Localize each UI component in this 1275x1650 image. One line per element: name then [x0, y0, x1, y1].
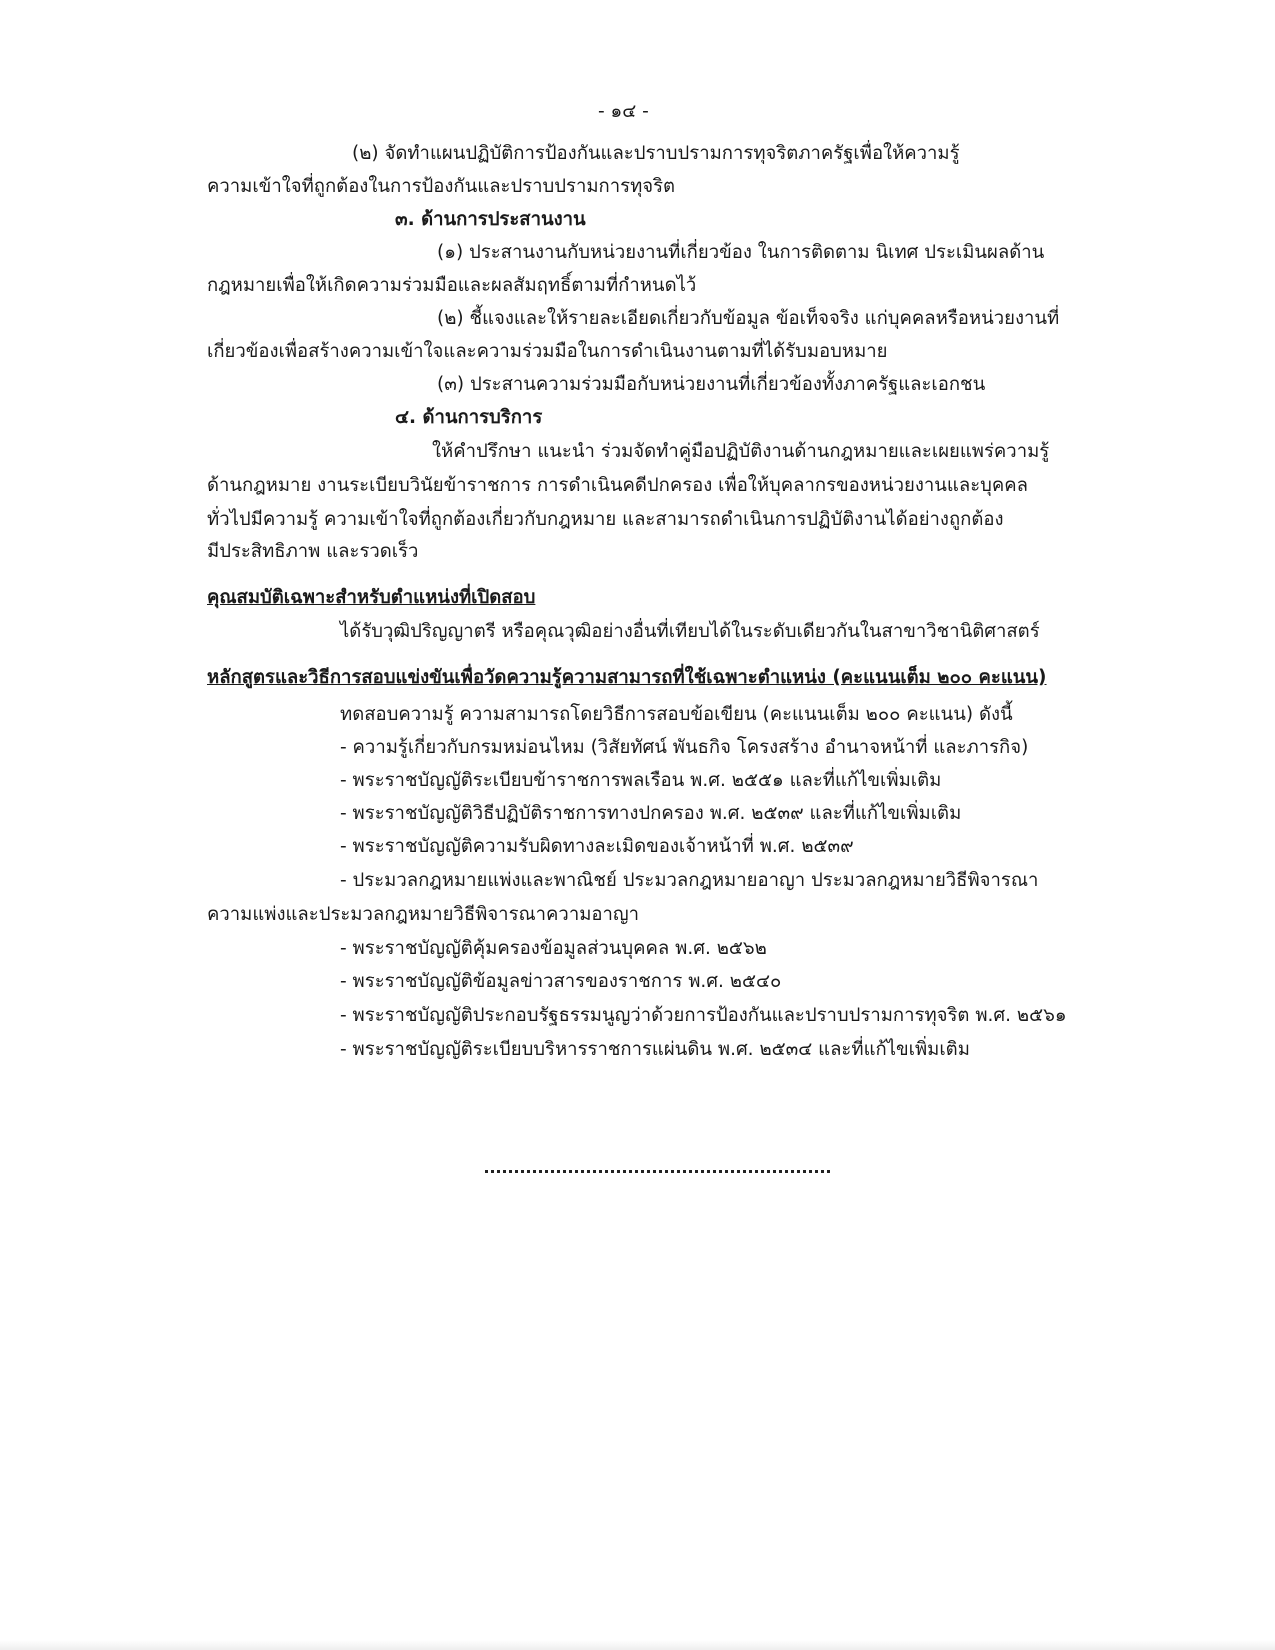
qualifications-heading: คุณสมบัติเฉพาะสำหรับตำแหน่งที่เปิดสอบ — [207, 587, 536, 608]
list-item: - พระราชบัญญัติระเบียบข้าราชการพลเรือน พ.ศ. ๒๕๕๑ และที่แก้ไขเพิ่มเติม — [340, 770, 942, 791]
list-item: - ประมวลกฎหมายแพ่งและพาณิชย์ ประมวลกฎหมายอาญา ประมวลกฎหมายวิธีพิจารณา — [340, 870, 1039, 891]
list-item: - ความรู้เกี่ยวกับกรมหม่อนไหม (วิสัยทัศน์ พันธกิจ โครงสร้าง อำนาจหน้าที่ และภารกิจ) — [340, 737, 1029, 758]
paragraph-line: (๑) ประสานงานกับหน่วยงานที่เกี่ยวข้อง ในการติดตาม นิเทศ ประเมินผลด้าน — [437, 242, 1045, 263]
section-heading-coordination: ๓. ด้านการประสานงาน — [395, 209, 586, 230]
paragraph-line: (๒) จัดทำแผนปฏิบัติการป้องกันและปราบปรามการทุจริตภาครัฐเพื่อให้ความรู้ — [352, 143, 960, 164]
paragraph-line: ความเข้าใจที่ถูกต้องในการป้องกันและปราบปรามการทุจริต — [207, 176, 676, 197]
paragraph-line: มีประสิทธิภาพ และรวดเร็ว — [207, 541, 419, 562]
list-item: - พระราชบัญญัติคุ้มครองข้อมูลส่วนบุคคล พ.ศ. ๒๕๖๒ — [340, 938, 767, 959]
exam-intro: ทดสอบความรู้ ความสามารถโดยวิธีการสอบข้อเขียน (คะแนนเต็ม ๒๐๐ คะแนน) ดังนี้ — [340, 704, 1013, 725]
dotted-end-divider — [485, 1170, 830, 1173]
qualifications-text: ได้รับวุฒิปริญญาตรี หรือคุณวุฒิอย่างอื่นที่เทียบได้ในระดับเดียวกันในสาขาวิชานิติศาสตร์ — [340, 621, 1040, 642]
section-heading-service: ๔. ด้านการบริการ — [395, 407, 543, 428]
paragraph-line: (๓) ประสานความร่วมมือกับหน่วยงานที่เกี่ยวข้องทั้งภาครัฐและเอกชน — [437, 374, 986, 395]
page-number: - ๑๔ - — [598, 101, 649, 122]
paragraph-line: (๒) ชี้แจงและให้รายละเอียดเกี่ยวกับข้อมูล ข้อเท็จจริง แก่บุคคลหรือหน่วยงานที่ — [437, 308, 1060, 329]
paragraph-line: เกี่ยวข้องเพื่อสร้างความเข้าใจและความร่วมมือในการดำเนินงานตามที่ได้รับมอบหมาย — [207, 341, 888, 362]
scan-edge — [0, 1640, 1275, 1650]
exam-syllabus-heading: หลักสูตรและวิธีการสอบแข่งขันเพื่อวัดความรู้ความสามารถที่ใช้เฉพาะตำแหน่ง (คะแนนเต็ม ๒๐๐ คะแนน) — [207, 667, 1047, 688]
paragraph-line: ทั่วไปมีความรู้ ความเข้าใจที่ถูกต้องเกี่ยวกับกฎหมาย และสามารถดำเนินการปฏิบัติงานได้อย่างถูกต้อง — [207, 509, 1004, 530]
list-item: - พระราชบัญญัติระเบียบบริหารราชการแผ่นดิน พ.ศ. ๒๕๓๔ และที่แก้ไขเพิ่มเติม — [340, 1039, 970, 1060]
paragraph-line: ด้านกฎหมาย งานระเบียบวินัยข้าราชการ การดำเนินคดีปกครอง เพื่อให้บุคลากรของหน่วยงานและบุคคล — [207, 475, 1028, 496]
list-item: - พระราชบัญญัติประกอบรัฐธรรมนูญว่าด้วยการป้องกันและปราบปรามการทุจริต พ.ศ. ๒๕๖๑ — [340, 1005, 1067, 1026]
list-item: - พระราชบัญญัติความรับผิดทางละเมิดของเจ้าหน้าที่ พ.ศ. ๒๕๓๙ — [340, 836, 854, 857]
list-item-continuation: ความแพ่งและประมวลกฎหมายวิธีพิจารณาความอาญา — [207, 904, 640, 925]
paragraph-line: กฎหมายเพื่อให้เกิดความร่วมมือและผลสัมฤทธิ์ตามที่กำหนดไว้ — [207, 275, 697, 296]
paragraph-line: ให้คำปรึกษา แนะนำ ร่วมจัดทำคู่มือปฏิบัติงานด้านกฎหมายและเผยแพร่ความรู้ — [432, 441, 1050, 462]
list-item: - พระราชบัญญัติข้อมูลข่าวสารของราชการ พ.ศ. ๒๕๔๐ — [340, 971, 782, 992]
list-item: - พระราชบัญญัติวิธีปฏิบัติราชการทางปกครอง พ.ศ. ๒๕๓๙ และที่แก้ไขเพิ่มเติม — [340, 803, 962, 824]
